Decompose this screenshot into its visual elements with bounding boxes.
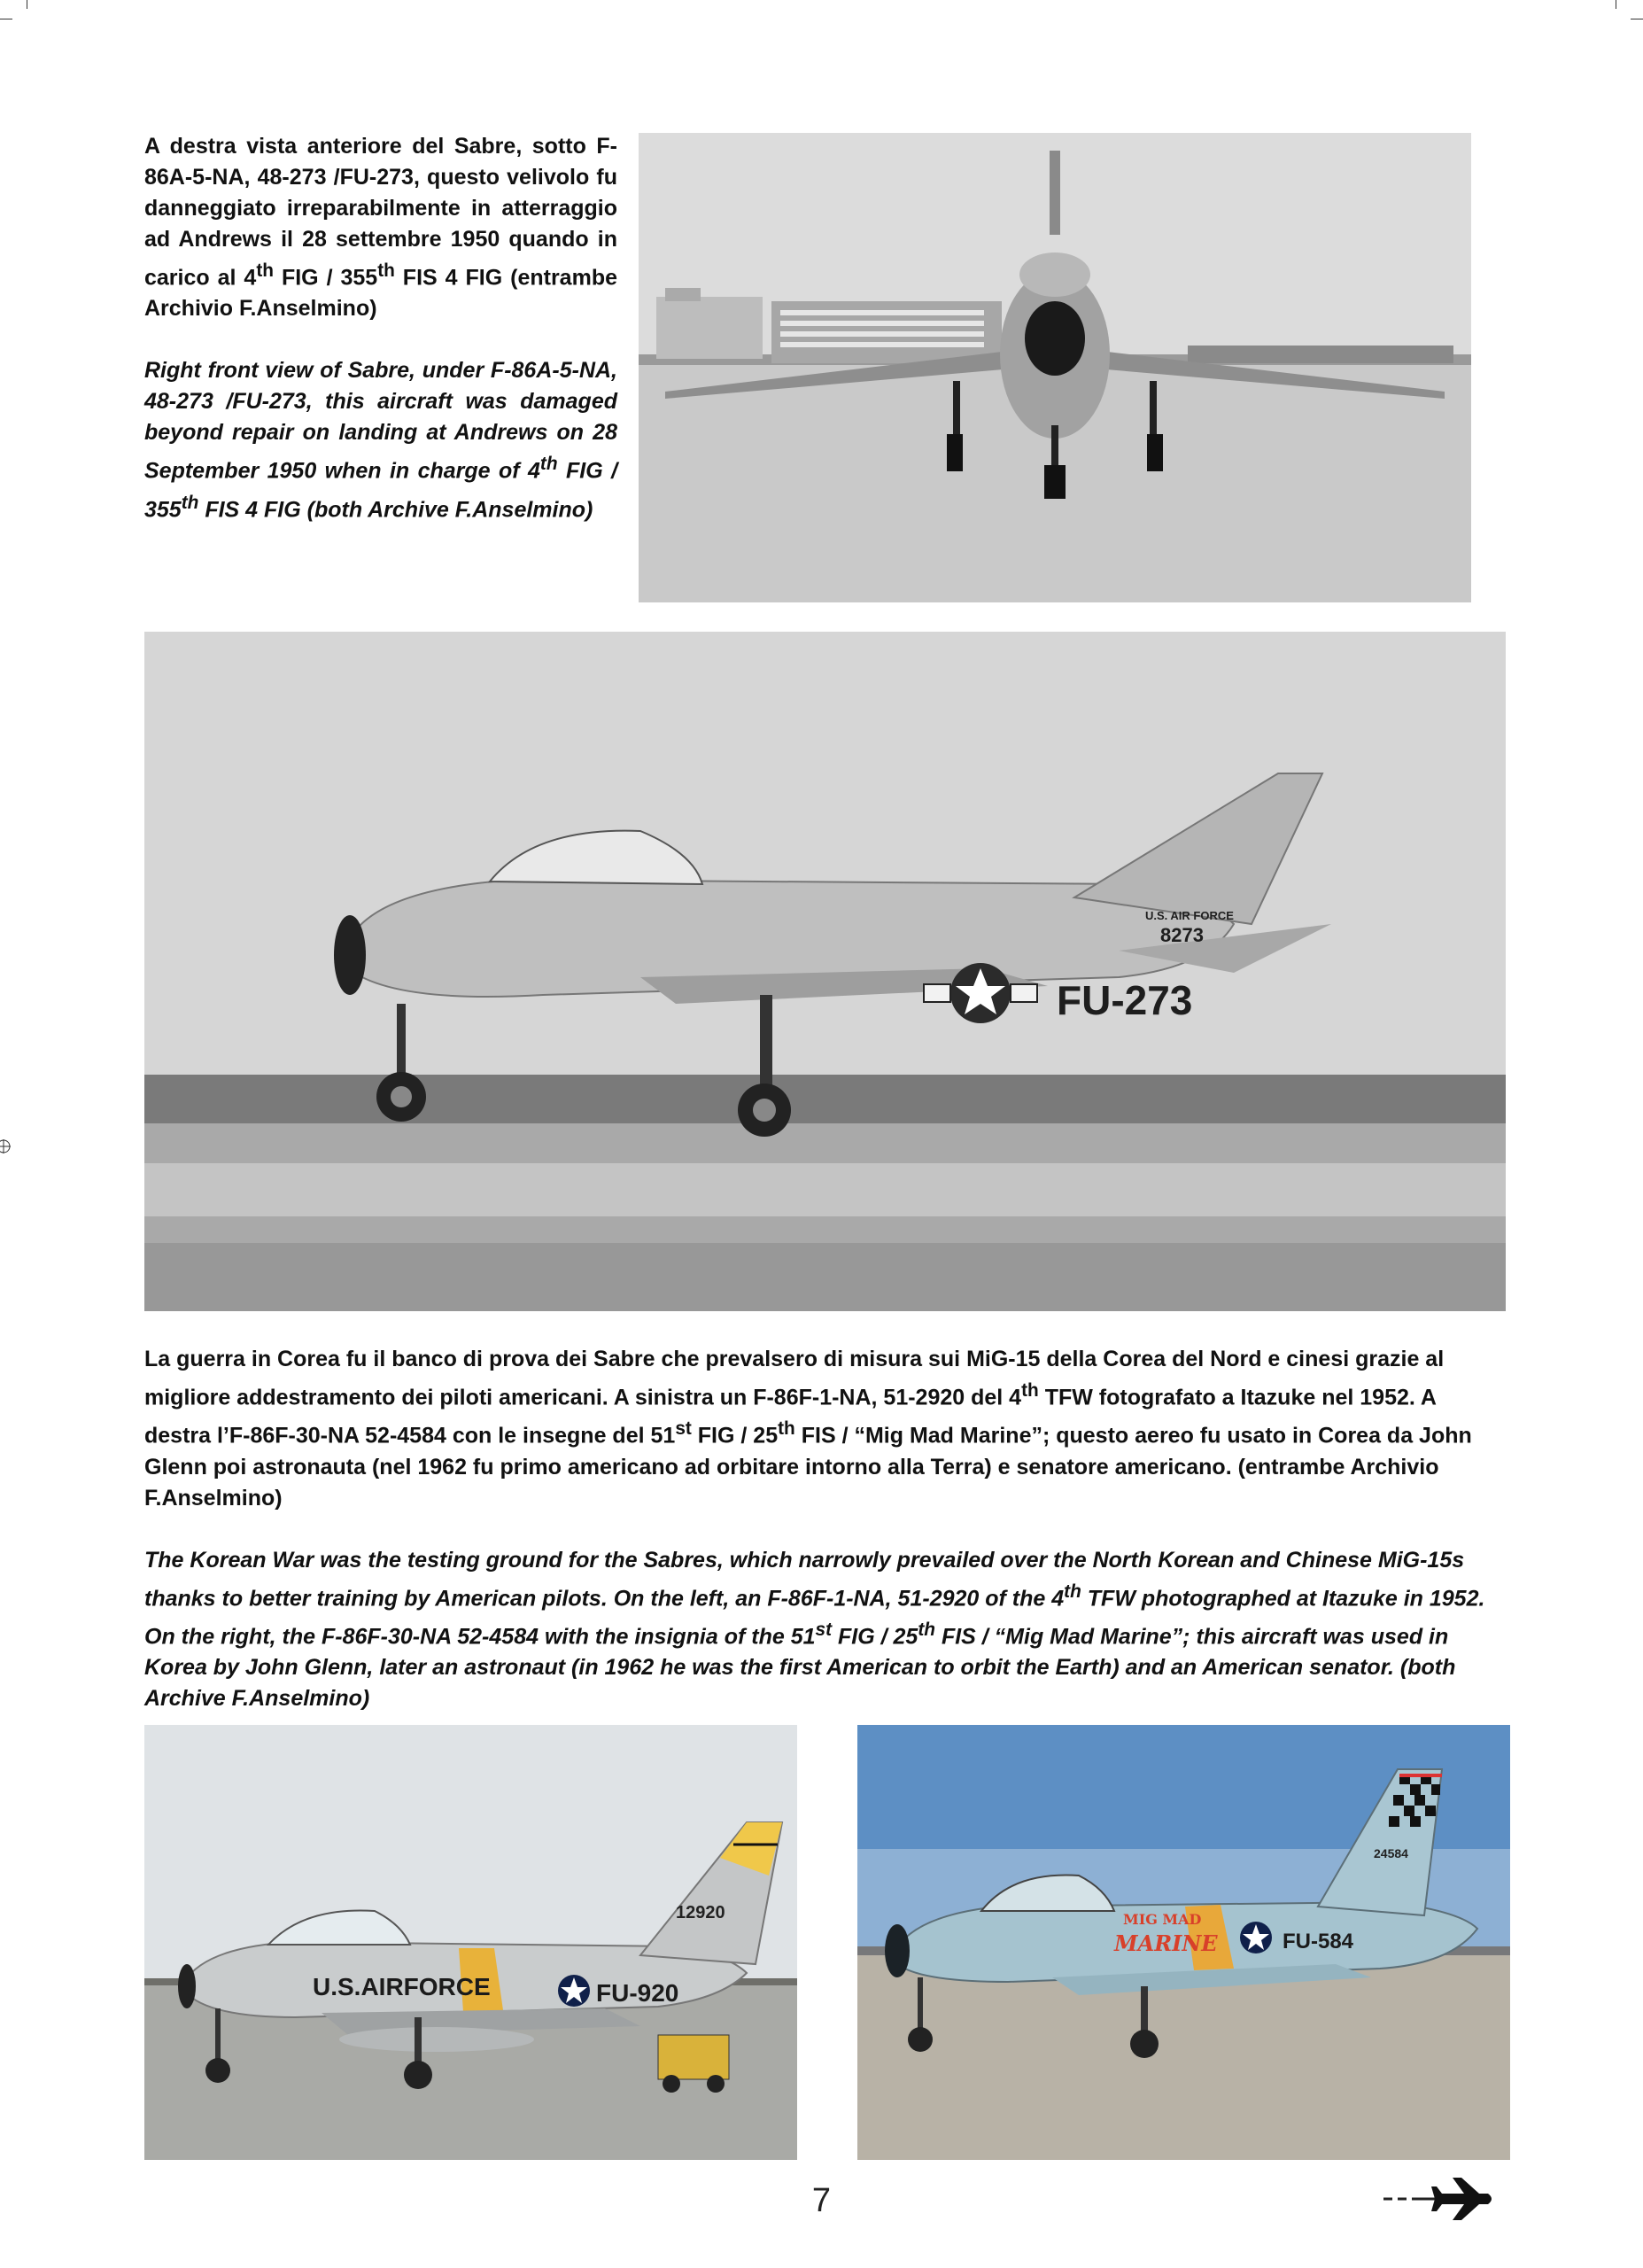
photo-f86f-24584-mig-mad-marine [857, 1725, 1510, 2160]
caption-top [144, 131, 617, 525]
caption-korea-italian: La guerra in Corea fu il banco di prova dei Sabre che prevalsero di misura sui MiG-15 della Corea del Nord e cinesi grazie al migliore addestramento dei piloti americani. A sinistra un F-86F-1-NA, 51-2920 del 4th TFW fotografato a Itazuke nel 1952. A destra l’F-86F-30-NA 52-4584 con le insegne del 51st FIG / 25th FIS / “Mig Mad Marine”; questo aereo fu usato in Corea da John Glenn poi astronauta (nel 1962 fu primo americano ad orbitare intorno alla Terra) e senatore americano. (entrambe Archivio F.Anselmino) [144, 1347, 1472, 1511]
caption-top-italian: A destra vista anteriore del Sabre, sotto F-86A-5-NA, 48-273 /FU-273, questo velivolo fu danneggiato irreparabilmente in atterraggio ad Andrews il 28 settembre 1950 quando in carico al 4th FIG / 355th FIS 4 FIG (entrambe Archivio F.Anselmino) [144, 134, 617, 322]
marking-mig-mad: MIG MAD [1123, 1911, 1202, 1928]
photo-front-view-sabre [639, 133, 1471, 602]
marking-usaf-fuselage: U.S.AIRFORCE [313, 1973, 491, 2000]
marking-marine: MARINE [1114, 1930, 1218, 1956]
caption-top-english: Right front view of Sabre, under F-86A-5-NA, 48-273 /FU-273, this aircraft was damaged beyond repair on landing at Andrews on 28 September 1950 when in charge of 4th FIG / 355th FIS 4 FIG (both Archive F.Anselmino) [144, 358, 618, 522]
airplane-arrow-icon [1380, 2172, 1495, 2225]
marking-24584: 24584 [1374, 1846, 1408, 1860]
page-number: 7 [811, 2182, 832, 2219]
photo-f86f-12920 [144, 1725, 797, 2160]
marking-fu920: FU-920 [596, 1979, 679, 2007]
caption-korea-english: The Korean War was the testing ground for the Sabres, which narrowly prevailed over the North Korean and Chinese MiG-15s thanks to better training by American pilots. On the left, an F-86F-1-NA, 51-2920 of the 4th TFW photographed at Itazuke in 1952. On the right, the F-86F-30-NA 52-4584 with the insignia of the 51st FIG / 25th FIS / “Mig Mad Marine”; this aircraft was used in Korea by John Glenn, later an astronaut (in 1962 he was the first American to orbit the Earth) and an American senator. (both Archive F.Anselmino) [144, 1547, 1485, 1712]
marking-fu273: FU-273 [1057, 977, 1193, 1023]
marking-12920: 12920 [676, 1903, 725, 1922]
photo-sabre-landing-fu273 [144, 632, 1506, 1311]
caption-korea [144, 1344, 1506, 1714]
marking-fu584: FU-584 [1283, 1930, 1354, 1953]
registration-mark [0, 1137, 14, 1156]
marking-usaf-tail: U.S. AIR FORCE [1145, 909, 1234, 922]
marking-8273: 8273 [1160, 924, 1204, 946]
